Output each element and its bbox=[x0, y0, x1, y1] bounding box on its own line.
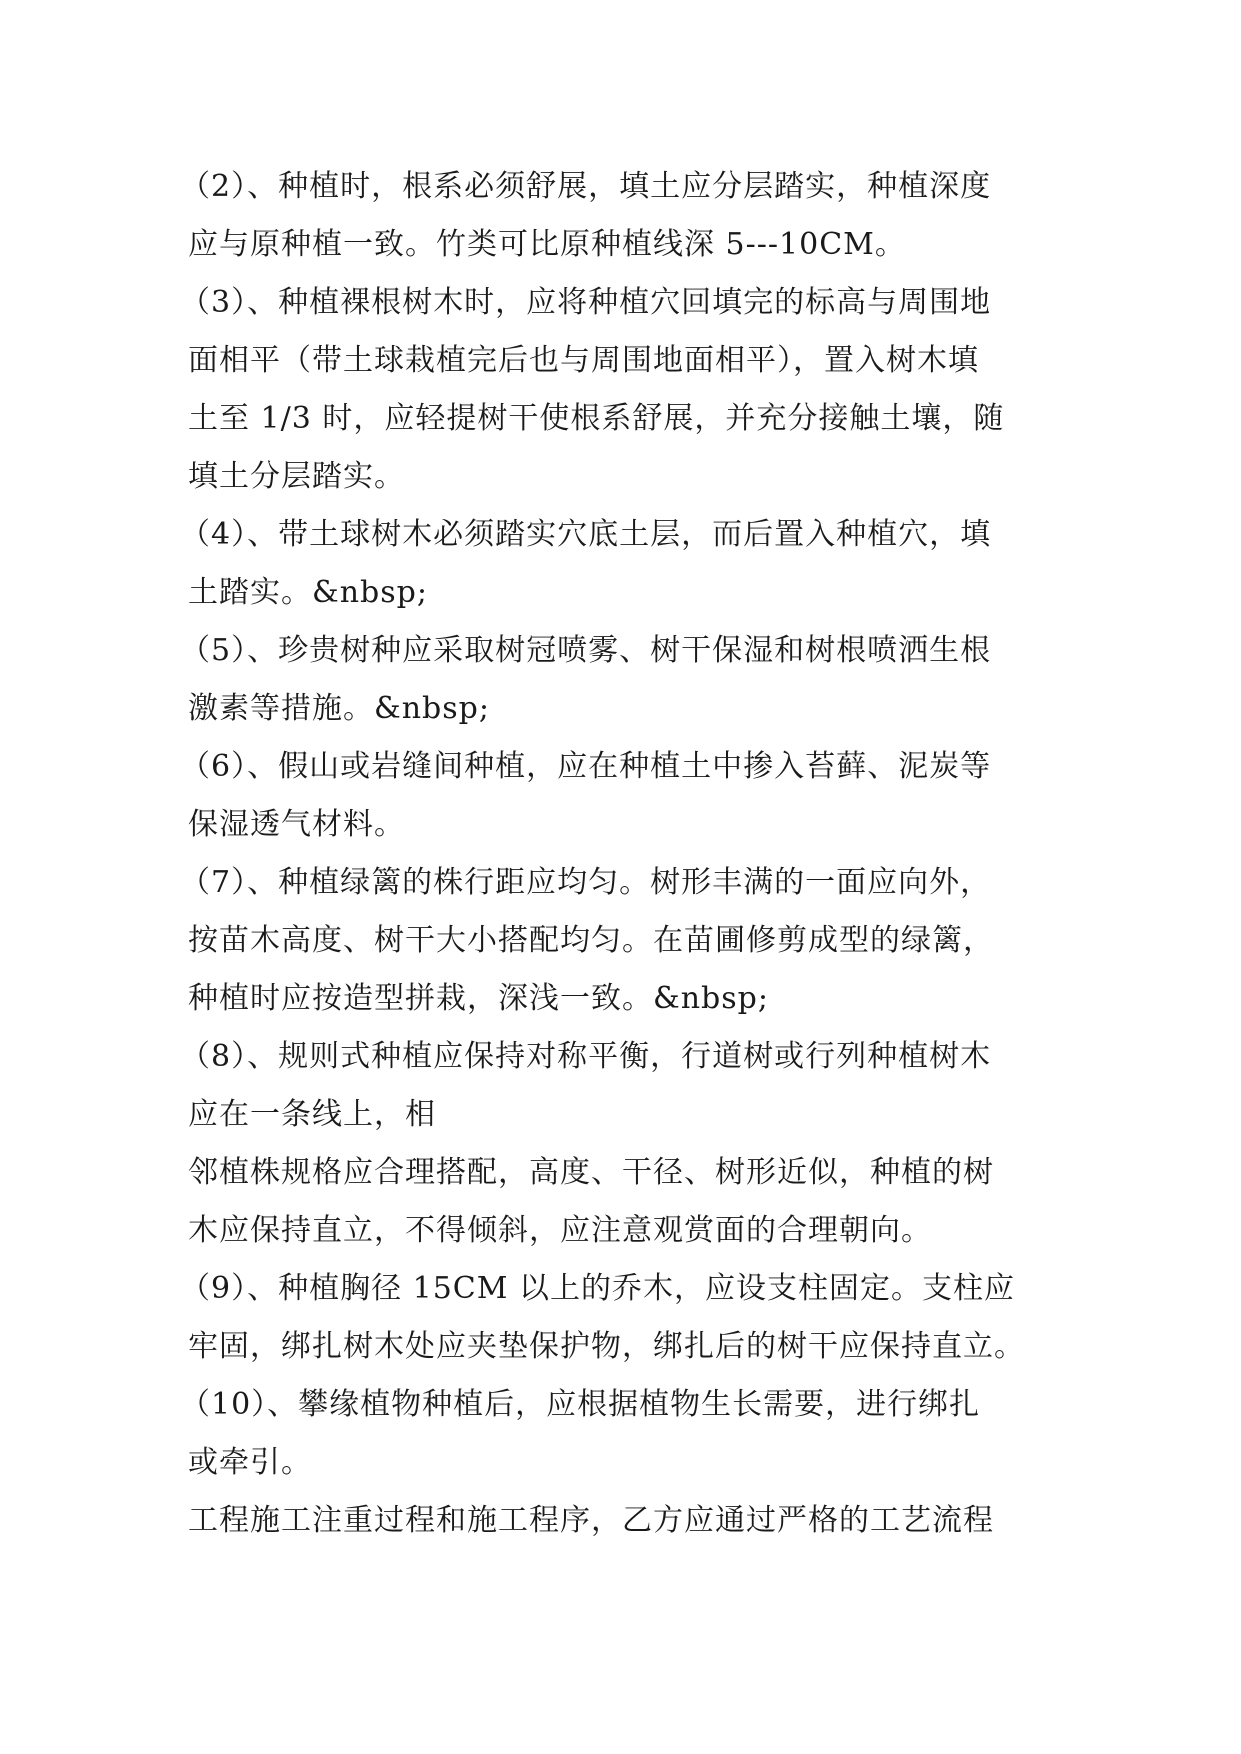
text-line: 土踏实。&nbsp; bbox=[188, 575, 428, 610]
text-line: （4）、带土球树木必须踏实穴底土层，而后置入种植穴，填 bbox=[180, 517, 992, 552]
text-line: 或牵引。 bbox=[188, 1445, 312, 1480]
text-line: （5）、珍贵树种应采取树冠喷雾、树干保湿和树根喷洒生根 bbox=[180, 633, 992, 668]
text-line: 按苗木高度、树干大小搭配均匀。在苗圃修剪成型的绿篱， bbox=[188, 923, 994, 958]
text-line: 牢固，绑扎树木处应夹垫保护物，绑扎后的树干应保持直立。 bbox=[188, 1329, 1025, 1364]
text-line: 应在一条线上，相 bbox=[188, 1097, 436, 1132]
text-line: 激素等措施。&nbsp; bbox=[188, 691, 490, 726]
text-line: （6）、假山或岩缝间种植，应在种植土中掺入苔藓、泥炭等 bbox=[180, 749, 992, 784]
text-line: 邻植株规格应合理搭配，高度、干径、树形近似，种植的树 bbox=[188, 1155, 994, 1190]
text-line: 填土分层踏实。 bbox=[188, 459, 405, 494]
body-text bbox=[180, 158, 1088, 1550]
text-line: 面相平（带土球栽植完后也与周围地面相平），置入树木填 bbox=[188, 343, 979, 378]
text-line: （3）、种植裸根树木时，应将种植穴回填完的标高与周围地 bbox=[180, 285, 992, 320]
text-line: （8）、规则式种植应保持对称平衡，行道树或行列种植树木 bbox=[180, 1039, 992, 1074]
text-line: （2）、种植时，根系必须舒展，填土应分层踏实，种植深度 bbox=[180, 169, 992, 204]
text-line: （7）、种植绿篱的株行距应均匀。树形丰满的一面应向外， bbox=[180, 865, 992, 900]
text-line: 保湿透气材料。 bbox=[188, 807, 405, 842]
text-line: 工程施工注重过程和施工程序，乙方应通过严格的工艺流程 bbox=[188, 1503, 994, 1538]
text-line: （9）、种植胸径 15CM 以上的乔木，应设支柱固定。支柱应 bbox=[180, 1271, 1016, 1306]
text-line: 土至 1/3 时，应轻提树干使根系舒展，并充分接触土壤，随 bbox=[188, 401, 1005, 436]
text-line: （10）、攀缘植物种植后，应根据植物生长需要，进行绑扎 bbox=[180, 1387, 981, 1422]
text-line: 木应保持直立，不得倾斜，应注意观赏面的合理朝向。 bbox=[188, 1213, 932, 1248]
text-line: 种植时应按造型拼栽，深浅一致。&nbsp; bbox=[188, 981, 769, 1016]
text-line: 应与原种植一致。竹类可比原种植线深 5---10CM。 bbox=[188, 227, 906, 262]
